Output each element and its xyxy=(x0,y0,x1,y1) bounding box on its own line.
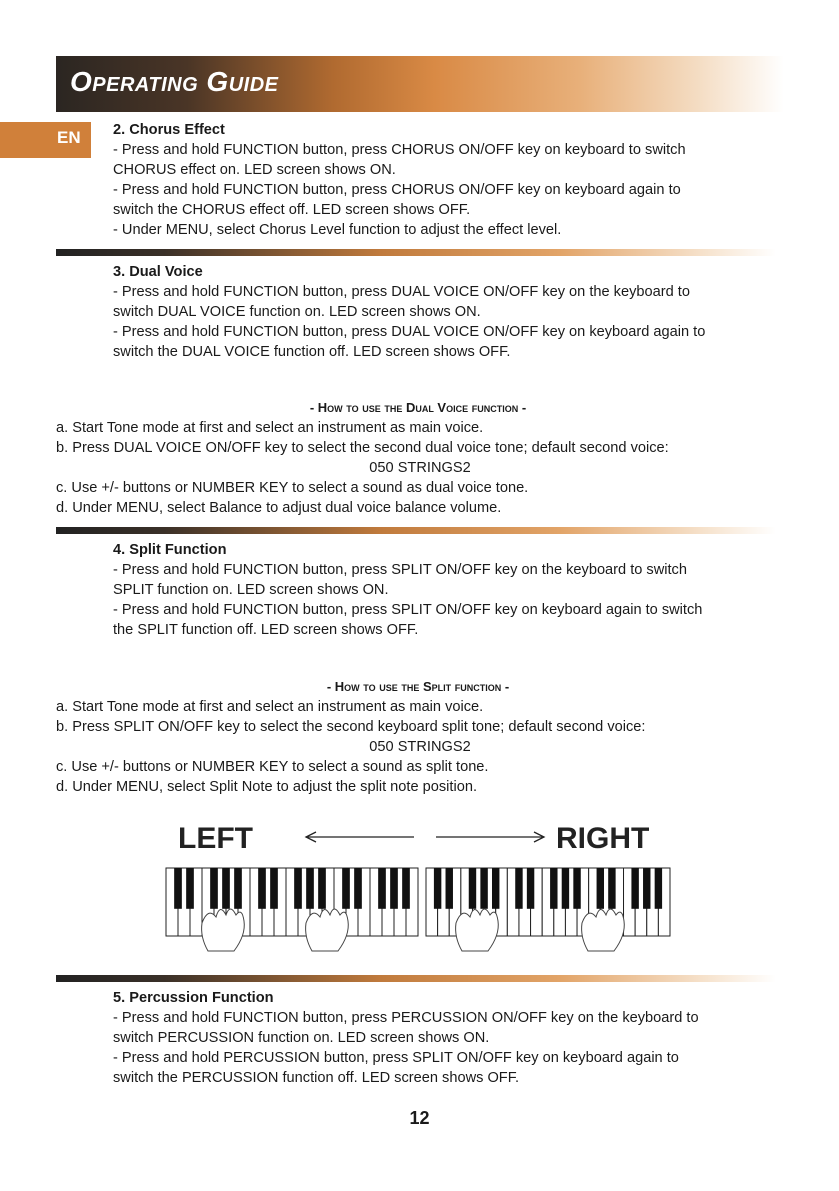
black-key xyxy=(318,868,326,909)
dual-voice-line: switch the DUAL VOICE function off. LED screen shows OFF. xyxy=(113,344,511,360)
split-howto-heading: - How to use the Split function - xyxy=(326,679,510,694)
left-label: LEFT xyxy=(178,822,253,855)
dual-voice-line: switch DUAL VOICE function on. LED screen shows ON. xyxy=(113,304,481,320)
section-divider xyxy=(56,527,776,534)
percussion-line: switch PERCUSSION function on. LED screen shows ON. xyxy=(113,1030,490,1046)
black-key xyxy=(597,868,604,909)
header-bar xyxy=(56,56,784,112)
percussion-line: switch the PERCUSSION function off. LED screen shows OFF. xyxy=(113,1070,520,1086)
black-key xyxy=(643,868,650,909)
black-key xyxy=(258,868,266,909)
chorus-line: - Press and hold FUNCTION button, press CHORUS ON/OFF key on keyboard again to xyxy=(113,182,681,198)
black-key xyxy=(527,868,534,909)
chorus-title: 2. Chorus Effect xyxy=(113,122,225,138)
black-key xyxy=(378,868,386,909)
black-key xyxy=(186,868,194,909)
black-key xyxy=(562,868,569,909)
split-default: 050 STRINGS2 xyxy=(369,739,471,755)
black-key xyxy=(446,868,453,909)
split-line: SPLIT function on. LED screen shows ON. xyxy=(113,582,389,598)
percussion-line: - Press and hold FUNCTION button, press PERCUSSION ON/OFF key on the keyboard to xyxy=(113,1010,699,1026)
language-tab: EN xyxy=(0,122,91,158)
black-key xyxy=(354,868,362,909)
black-key xyxy=(342,868,350,909)
split-step: b. Press SPLIT ON/OFF key to select the second keyboard split tone; default second voice: xyxy=(56,719,646,735)
black-key xyxy=(655,868,662,909)
dual-voice-step: a. Start Tone mode at first and select an instrument as main voice. xyxy=(56,420,484,436)
black-key xyxy=(608,868,615,909)
page-number: 12 xyxy=(409,1108,430,1128)
split-step: d. Under MENU, select Split Note to adjust the split note position. xyxy=(56,779,477,795)
dual-voice-step: d. Under MENU, select Balance to adjust dual voice balance volume. xyxy=(56,500,502,516)
black-key xyxy=(492,868,499,909)
black-key xyxy=(515,868,522,909)
dual-voice-step: b. Press DUAL VOICE ON/OFF key to select the second dual voice tone; default second voice: xyxy=(56,440,669,456)
chorus-line: switch the CHORUS effect off. LED screen shows OFF. xyxy=(113,202,471,218)
page-title: Operating Guide xyxy=(70,66,279,97)
right-label: RIGHT xyxy=(556,822,650,855)
black-key xyxy=(402,868,410,909)
left-arrow-icon xyxy=(306,832,414,842)
black-key xyxy=(469,868,476,909)
black-key xyxy=(210,868,218,909)
black-key xyxy=(631,868,638,909)
percussion-section xyxy=(113,988,773,1088)
black-key xyxy=(480,868,487,909)
black-key xyxy=(234,868,242,909)
percussion-line: - Press and hold PERCUSSION button, press SPLIT ON/OFF key on keyboard again to xyxy=(113,1050,679,1066)
black-key xyxy=(390,868,398,909)
dual-voice-title: 3. Dual Voice xyxy=(113,264,203,280)
split-steps xyxy=(56,697,784,797)
black-key xyxy=(573,868,580,909)
split-step: a. Start Tone mode at first and select an instrument as main voice. xyxy=(56,699,484,715)
chorus-line: - Under MENU, select Chorus Level function to adjust the effect level. xyxy=(113,222,562,238)
dual-voice-line: - Press and hold FUNCTION button, press DUAL VOICE ON/OFF key on the keyboard to xyxy=(113,284,690,300)
split-keyboard-illustration xyxy=(164,818,674,958)
dual-voice-section xyxy=(113,262,773,362)
black-key xyxy=(434,868,441,909)
dual-voice-step: c. Use +/- buttons or NUMBER KEY to select a sound as dual voice tone. xyxy=(56,480,529,496)
black-key xyxy=(306,868,314,909)
percussion-title: 5. Percussion Function xyxy=(113,990,274,1006)
section-divider xyxy=(56,975,776,982)
chorus-line: CHORUS effect on. LED screen shows ON. xyxy=(113,162,396,178)
black-key xyxy=(550,868,557,909)
chorus-line: - Press and hold FUNCTION button, press CHORUS ON/OFF key on keyboard to switch xyxy=(113,142,686,158)
black-key xyxy=(270,868,278,909)
dual-voice-steps xyxy=(56,418,784,518)
split-line: - Press and hold FUNCTION button, press SPLIT ON/OFF key on keyboard again to switch xyxy=(113,602,703,618)
chorus-section xyxy=(113,120,773,240)
section-divider xyxy=(56,249,776,256)
black-key xyxy=(294,868,302,909)
split-line: - Press and hold FUNCTION button, press SPLIT ON/OFF key on the keyboard to switch xyxy=(113,562,687,578)
split-line: the SPLIT function off. LED screen shows OFF. xyxy=(113,622,419,638)
split-step: c. Use +/- buttons or NUMBER KEY to select a sound as split tone. xyxy=(56,759,489,775)
black-key xyxy=(222,868,230,909)
black-key xyxy=(174,868,182,909)
right-arrow-icon xyxy=(436,832,544,842)
dual-voice-line: - Press and hold FUNCTION button, press DUAL VOICE ON/OFF key on keyboard again to xyxy=(113,324,706,340)
dual-voice-default: 050 STRINGS2 xyxy=(369,460,471,476)
split-section xyxy=(113,540,773,640)
dual-voice-howto-heading: - How to use the Dual Voice function - xyxy=(309,400,527,415)
split-title: 4. Split Function xyxy=(113,542,227,558)
